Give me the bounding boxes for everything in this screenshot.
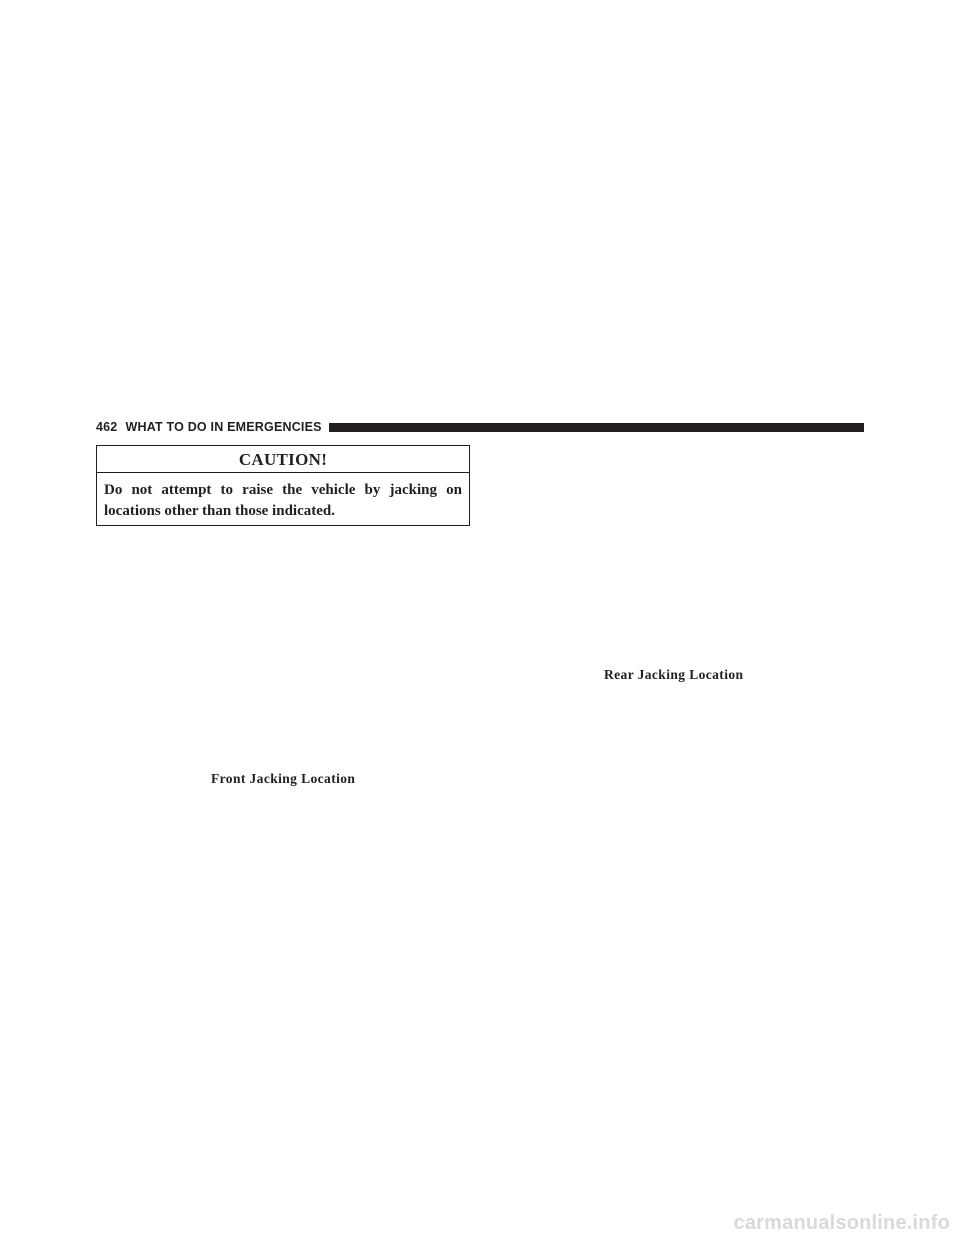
page-header	[96, 418, 864, 436]
page-number: 462	[96, 420, 118, 434]
front-jacking-caption: Front Jacking Location	[211, 771, 356, 786]
caution-box	[96, 445, 470, 526]
header-rule	[329, 423, 864, 432]
caution-title: CAUTION!	[97, 446, 469, 473]
rear-jacking-caption: Rear Jacking Location	[604, 667, 744, 682]
site-watermark: carmanualsonline.info	[733, 1212, 950, 1234]
section-title: WHAT TO DO IN EMERGENCIES	[125, 420, 322, 434]
caution-body: Do not attempt to raise the vehicle by jacking on locations other than those indicated.	[104, 482, 462, 519]
